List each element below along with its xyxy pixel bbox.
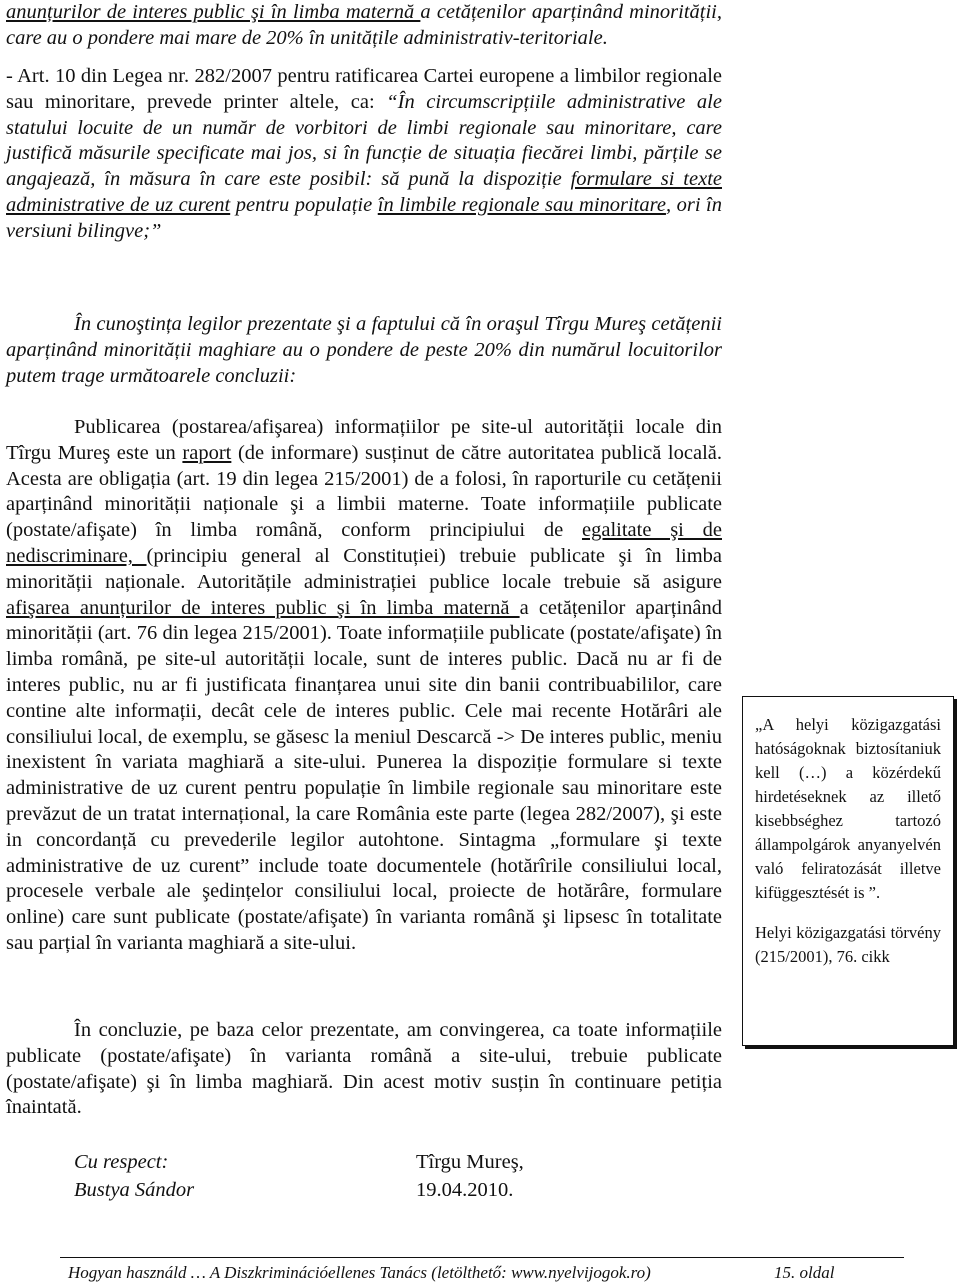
paragraph-intro-continuation <box>6 0 722 52</box>
place: Tîrgu Mureş, <box>416 1151 524 1173</box>
paragraph-conclusion: În concluzie, pe baza celor prezentate, am convingerea, ca toate informațiile publicate (postate/afişate) în varianta română a site-ului, trebuie publicate (postate/afişate) şi în limba maghiară. Din acest motiv susțin în continuare petiția înaintată. <box>6 1019 722 1119</box>
sidebar-quote-box <box>742 696 954 1046</box>
underlined-phrase: egalitate şi de nediscriminare, <box>6 519 722 567</box>
respect-label: Cu respect: <box>74 1151 169 1173</box>
page-footer <box>68 1262 948 1284</box>
paragraph-main-argument <box>6 415 722 957</box>
sidebar-source: Helyi közigazgatási törvény (215/2001), 76. cikk <box>755 923 941 966</box>
paragraph-text: Publicarea (postarea/afişarea) informațiilor pe site-ul autorității locale din Tîrgu Mureş este un <box>6 416 722 464</box>
law-quote: , ori în versiuni bilingve;” <box>6 193 722 242</box>
signature-block <box>74 1148 594 1204</box>
underlined-phrase: afişarea anunțurilor de interes public şi în limba maternă <box>6 596 520 619</box>
paragraph-conclusions-intro: În cunoştința legilor prezentate şi a faptului că în oraşul Tîrgu Mureş cetățenii aparținând minorității maghiare au o pondere de peste 20% din numărul locuitorilor putem trage următoarele concluzii: <box>6 313 722 387</box>
paragraph-text: a cetățenilor aparținând minorității, care au o pondere mai mare de 20% în unitățile administrativ-teritoriale. <box>6 1 722 49</box>
underlined-phrase: anunțurilor de interes public şi în limba maternă <box>6 1 421 23</box>
paragraph-text: (principiu general al Constituției) trebuie publicate şi în limba minorității naționale. Autoritățile administrației publice locale trebuie să asigure <box>6 544 723 593</box>
paragraph-text: (de informare) susținut de către autoritatea publică locală. Acesta are obligația (art. 19 din legea 215/2001) de a folosi, în raporturile cu cetățenii aparținând minorității naționale şi a limbii materne. Toate informațiile publicate (postate/afişate) în limba română, conform principiului de <box>6 441 722 542</box>
footer-text: Hogyan használd … A Diszkriminációellenes Tanács (letölthető: www.nyelvijogok.ro) <box>68 1263 651 1282</box>
date: 19.04.2010. <box>416 1179 514 1201</box>
underlined-phrase: formulare si texte administrative de uz curent <box>6 168 722 216</box>
signer-name: Bustya Sándor <box>74 1179 195 1201</box>
law-quote: “În circumscripțiile administrative ale statului locuite de un număr de vorbitori de limbi regionale sau minoritare, care justifică măsurile specificate mai jos, si în funcție de situația fiecărei limbi, părțile se angajează, în măsura în care este posibil: să pună la dispoziție <box>6 90 722 191</box>
underlined-phrase: raport <box>182 441 232 464</box>
law-quote: pentru populație <box>230 193 378 216</box>
page-number: 15. oldal <box>774 1263 835 1282</box>
paragraph-text: - Art. 10 din Legea nr. 282/2007 pentru ratificarea Cartei europene a limbilor regionale sau minoritare, prevede printer altele, ca: <box>6 65 722 113</box>
paragraph-text: a cetățenilor aparținând minorității (art. 76 din legea 215/2001). Toate informațiile publicate (postate/afişate) în limba română, pe site-ul autorității locale, sunt de interes public. Dacă nu ar fi de interes public, nu ar fi justificata finanțarea unui site din banii contribuabililor, care contine alte informații, decât cele de interes public. Cele mai recente Hotărâri ale consiliului local, de exemplu, se găsesc la meniul Descarcă -> De interes public, meniu inexistent în variata maghiară a site-ului. Punerea la dispoziție formulare si texte administrative de uz curent pentru populație în limbile regionale sau minoritare este prevăzut de un tratat internațional, la care România este parte (legea 282/2007), şi este in concordanță cu prevederile legilor autohtone. Sintagma „formulare şi texte administrative de uz curent” include toate documentele (hotărîrile consiliului local, procesele verbale ale şedințelor consiliului local, proiecte de hotărâre, formulare online) care sunt publicate (postate/afişate) în varianta română şi lipsesc în totalitate sau parțial în varianta maghiară a site-ului. <box>6 596 722 954</box>
footer-divider <box>60 1257 904 1258</box>
paragraph-law-282-2007 <box>6 64 722 245</box>
underlined-phrase: în limbile regionale sau minoritare <box>377 193 666 216</box>
sidebar-quote: „A helyi közigazgatási hatóságoknak biztosítaniuk kell (…) a közérdekű hirdetéseknek az illető kisebbséghez tartozó állampolgárok anyanyelvén való feliratozását illetve kifüggesztését is ”. <box>755 715 941 902</box>
